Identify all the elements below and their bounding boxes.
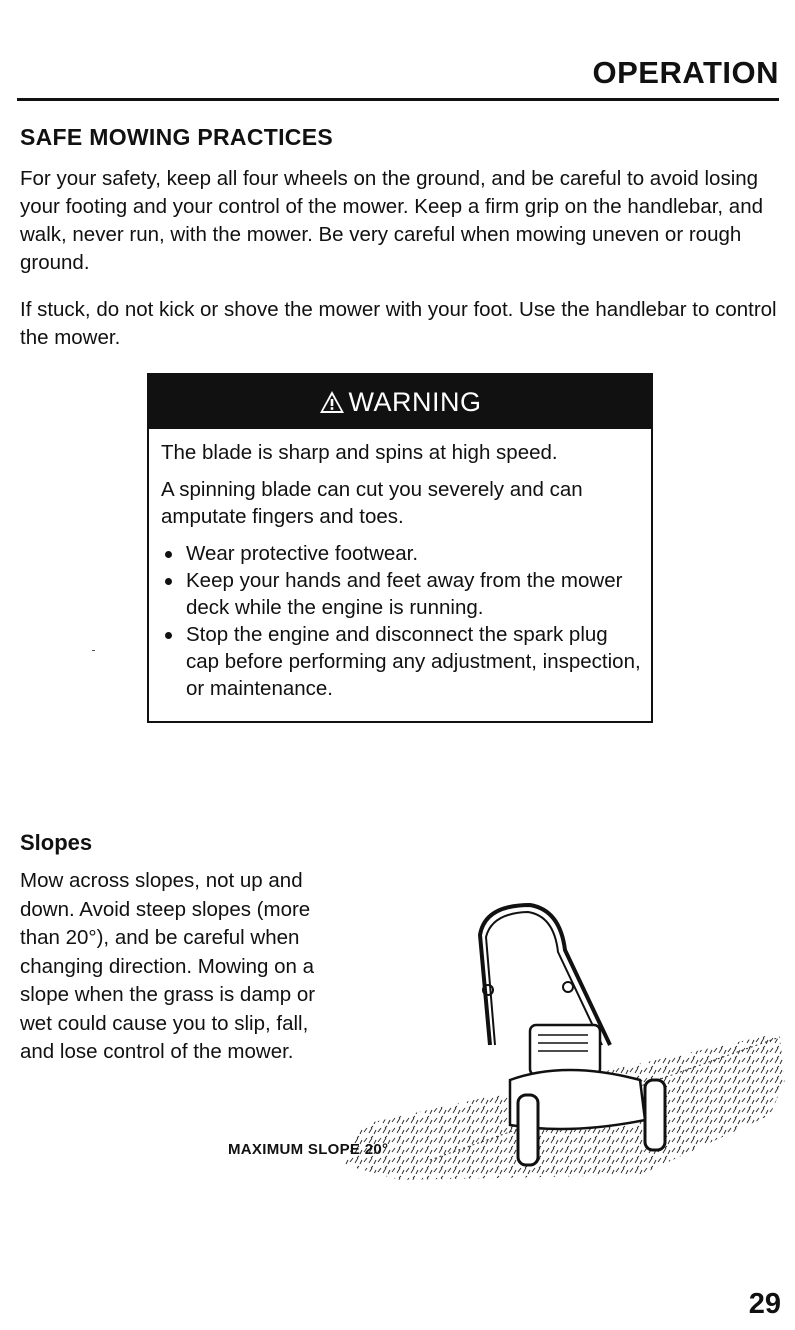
warning-title: WARNING: [348, 386, 482, 417]
warning-header: [149, 375, 651, 429]
safety-paragraph-1: For your safety, keep all four wheels on the ground, and be careful to avoid losing your footing and your control of the mower. Keep a firm grip on the handlebar, and walk, never run, with the mower. Be very careful when mowing uneven or rough ground.: [20, 167, 764, 274]
warning-triangle-icon: [319, 390, 345, 414]
slopes-paragraph: Mow across slopes, not up and down. Avoid steep slopes (more than 20°), and be careful when changing direction. Mowing on a slope when the grass is damp or wet could cause you to slip, fall, and lose control of the mower.: [20, 869, 316, 1063]
warning-bullet-list: [161, 540, 641, 702]
warning-box: [147, 373, 653, 723]
warning-body: [149, 429, 651, 702]
safety-paragraph-2: If stuck, do not kick or shove the mower with your foot. Use the handlebar to control the mower.: [20, 298, 777, 349]
stray-mark: [92, 650, 95, 651]
warning-bullet-2: Keep your hands and feet away from the mower deck while the engine is running.: [161, 567, 641, 621]
header-divider: [17, 98, 779, 101]
page-header-title: OPERATION: [592, 55, 779, 90]
page-number: 29: [748, 1288, 781, 1320]
mower-wheel-right: [645, 1080, 665, 1150]
warning-line-2: A spinning blade can cut you severely and can amputate fingers and toes.: [161, 478, 583, 528]
mower-engine: [530, 1025, 600, 1075]
mower-wheel-left: [518, 1095, 538, 1165]
figure-caption: MAXIMUM SLOPE 20°: [228, 1141, 389, 1158]
warning-line-1: The blade is sharp and spins at high speed.: [161, 441, 558, 464]
warning-bullet-1: Wear protective footwear.: [161, 540, 641, 567]
section-title: SAFE MOWING PRACTICES: [20, 124, 333, 150]
slopes-title: Slopes: [20, 830, 93, 855]
warning-bullet-3: Stop the engine and disconnect the spark plug cap before performing any adjustment, inspection, or maintenance.: [161, 621, 641, 702]
mower-on-slope-illustration: [340, 895, 790, 1195]
